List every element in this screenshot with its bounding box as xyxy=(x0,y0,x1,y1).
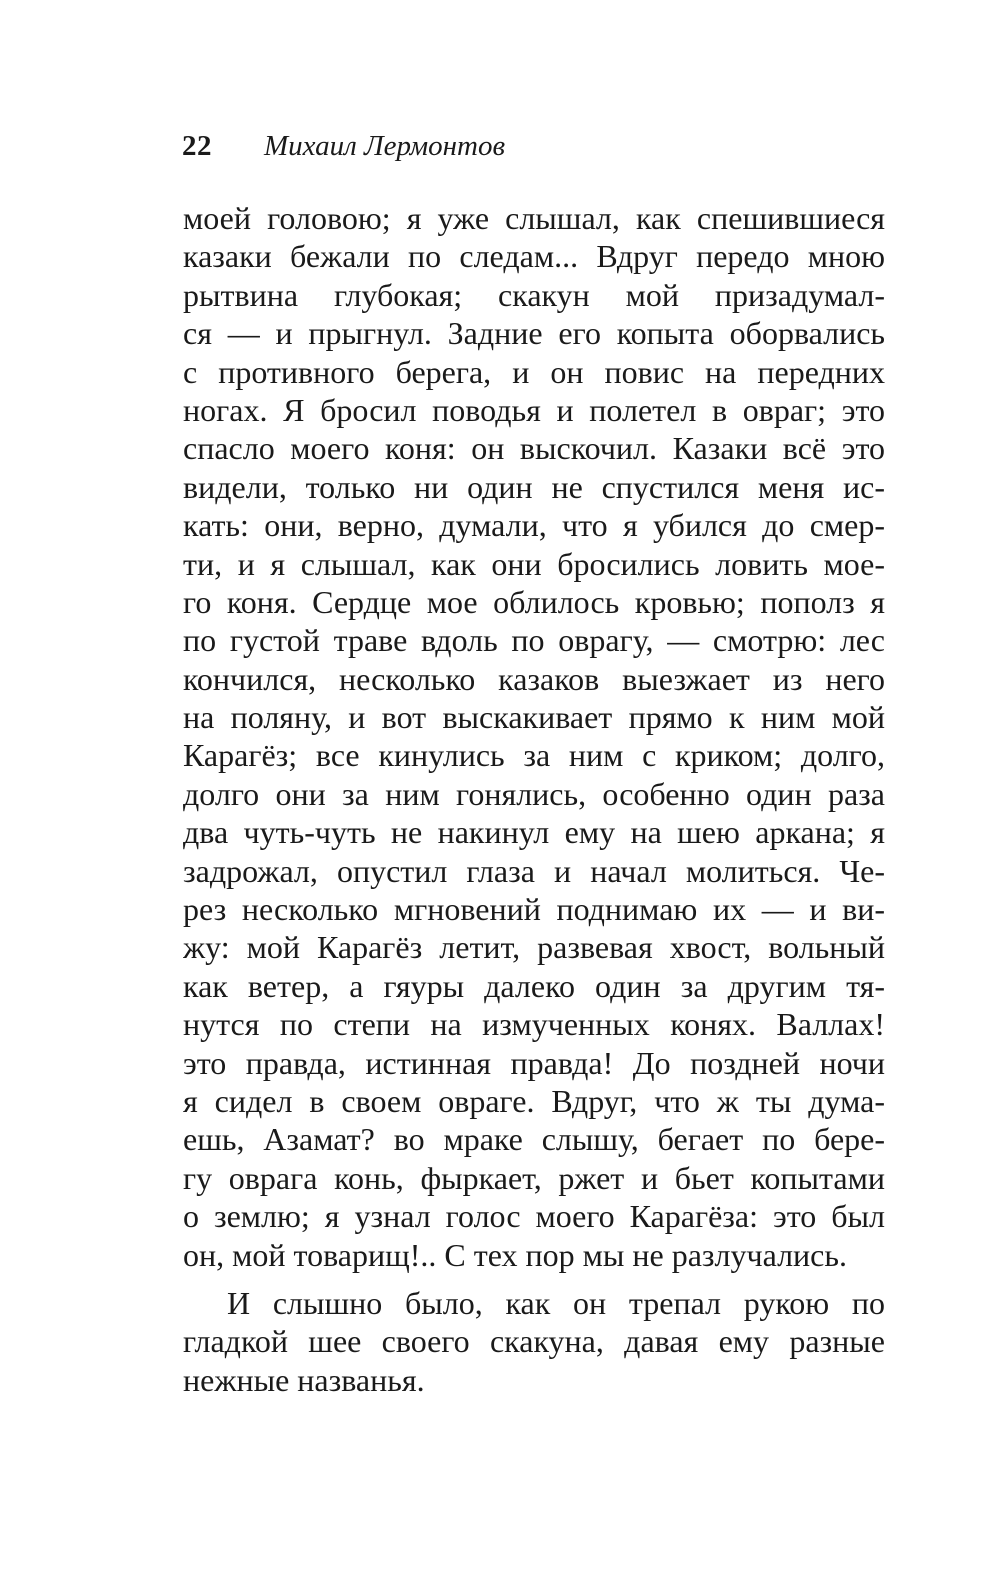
text-line: на поляну, и вот выскакивает прямо к ним мой xyxy=(183,699,885,736)
text-line: гладкой шее своего скакуна, давая ему разные xyxy=(183,1323,885,1360)
body-text xyxy=(183,199,885,1399)
text-line: ешь, Азамат? во мраке слышу, бегает по бере- xyxy=(183,1121,885,1158)
text-line: ти, и я слышал, как они бросились ловить мое- xyxy=(183,545,885,582)
paragraph-2 xyxy=(183,1284,885,1399)
author-name: Михаил Лермонтов xyxy=(264,130,506,162)
text-line: по густой траве вдоль по оврагу, — смотрю: лес xyxy=(183,622,885,659)
text-line: кончился, несколько казаков выезжает из него xyxy=(183,660,885,697)
text-line: долго они за ним гонялись, особенно один раза xyxy=(183,775,885,812)
text-line: жу: мой Карагёз летит, развевая хвост, вольный xyxy=(183,929,885,966)
text-line: ся — и прыгнул. Задние его копыта оборвались xyxy=(183,315,885,352)
text-line: казаки бежали по следам... Вдруг передо мною xyxy=(183,238,885,275)
paragraph-gap xyxy=(183,1274,885,1284)
text-line: Карагёз; все кинулись за ним с криком; долго, xyxy=(183,737,885,774)
text-line: я сидел в своем овраге. Вдруг, что ж ты дума- xyxy=(183,1082,885,1119)
running-head xyxy=(182,130,505,170)
text-line: гу оврага конь, фыркает, ржет и бьет копытами xyxy=(183,1159,885,1196)
text-line: кать: они, верно, думали, что я убился до смер- xyxy=(183,507,885,544)
text-line: рытвина глубокая; скакун мой призадумал- xyxy=(183,276,885,313)
text-line: го коня. Сердце мое облилось кровью; пополз я xyxy=(183,583,885,620)
text-line: задрожал, опустил глаза и начал молиться. Че- xyxy=(183,852,885,889)
text-line: о землю; я узнал голос моего Карагёза: это был xyxy=(183,1198,885,1235)
text-line: нутся по степи на измученных конях. Валлах! xyxy=(183,1006,885,1043)
text-line: спасло моего коня: он выскочил. Казаки всё это xyxy=(183,430,885,467)
text-line: нежные названья. xyxy=(183,1361,425,1398)
text-line: это правда, истинная правда! До поздней ночи xyxy=(183,1044,885,1081)
text-line: И слышно было, как он трепал рукою по xyxy=(227,1284,885,1321)
text-line: ногах. Я бросил поводья и полетел в овраг; это xyxy=(183,391,885,428)
text-line: видели, только ни один не спустился меня ис- xyxy=(183,468,885,505)
text-line: два чуть-чуть не накинул ему на шею аркана; я xyxy=(183,814,885,851)
paragraph-1 xyxy=(183,199,885,1274)
text-line: моей головою; я уже слышал, как спешившиеся xyxy=(183,200,885,236)
text-line: он, мой товарищ!.. С тех пор мы не разлучались. xyxy=(183,1236,847,1273)
text-line: рез несколько мгновений поднимаю их — и ви- xyxy=(183,891,885,928)
text-line: как ветер, а гяуры далеко один за другим тя- xyxy=(183,967,885,1004)
text-line: с противного берега, и он повис на передних xyxy=(183,353,885,390)
page-number: 22 xyxy=(182,130,212,162)
